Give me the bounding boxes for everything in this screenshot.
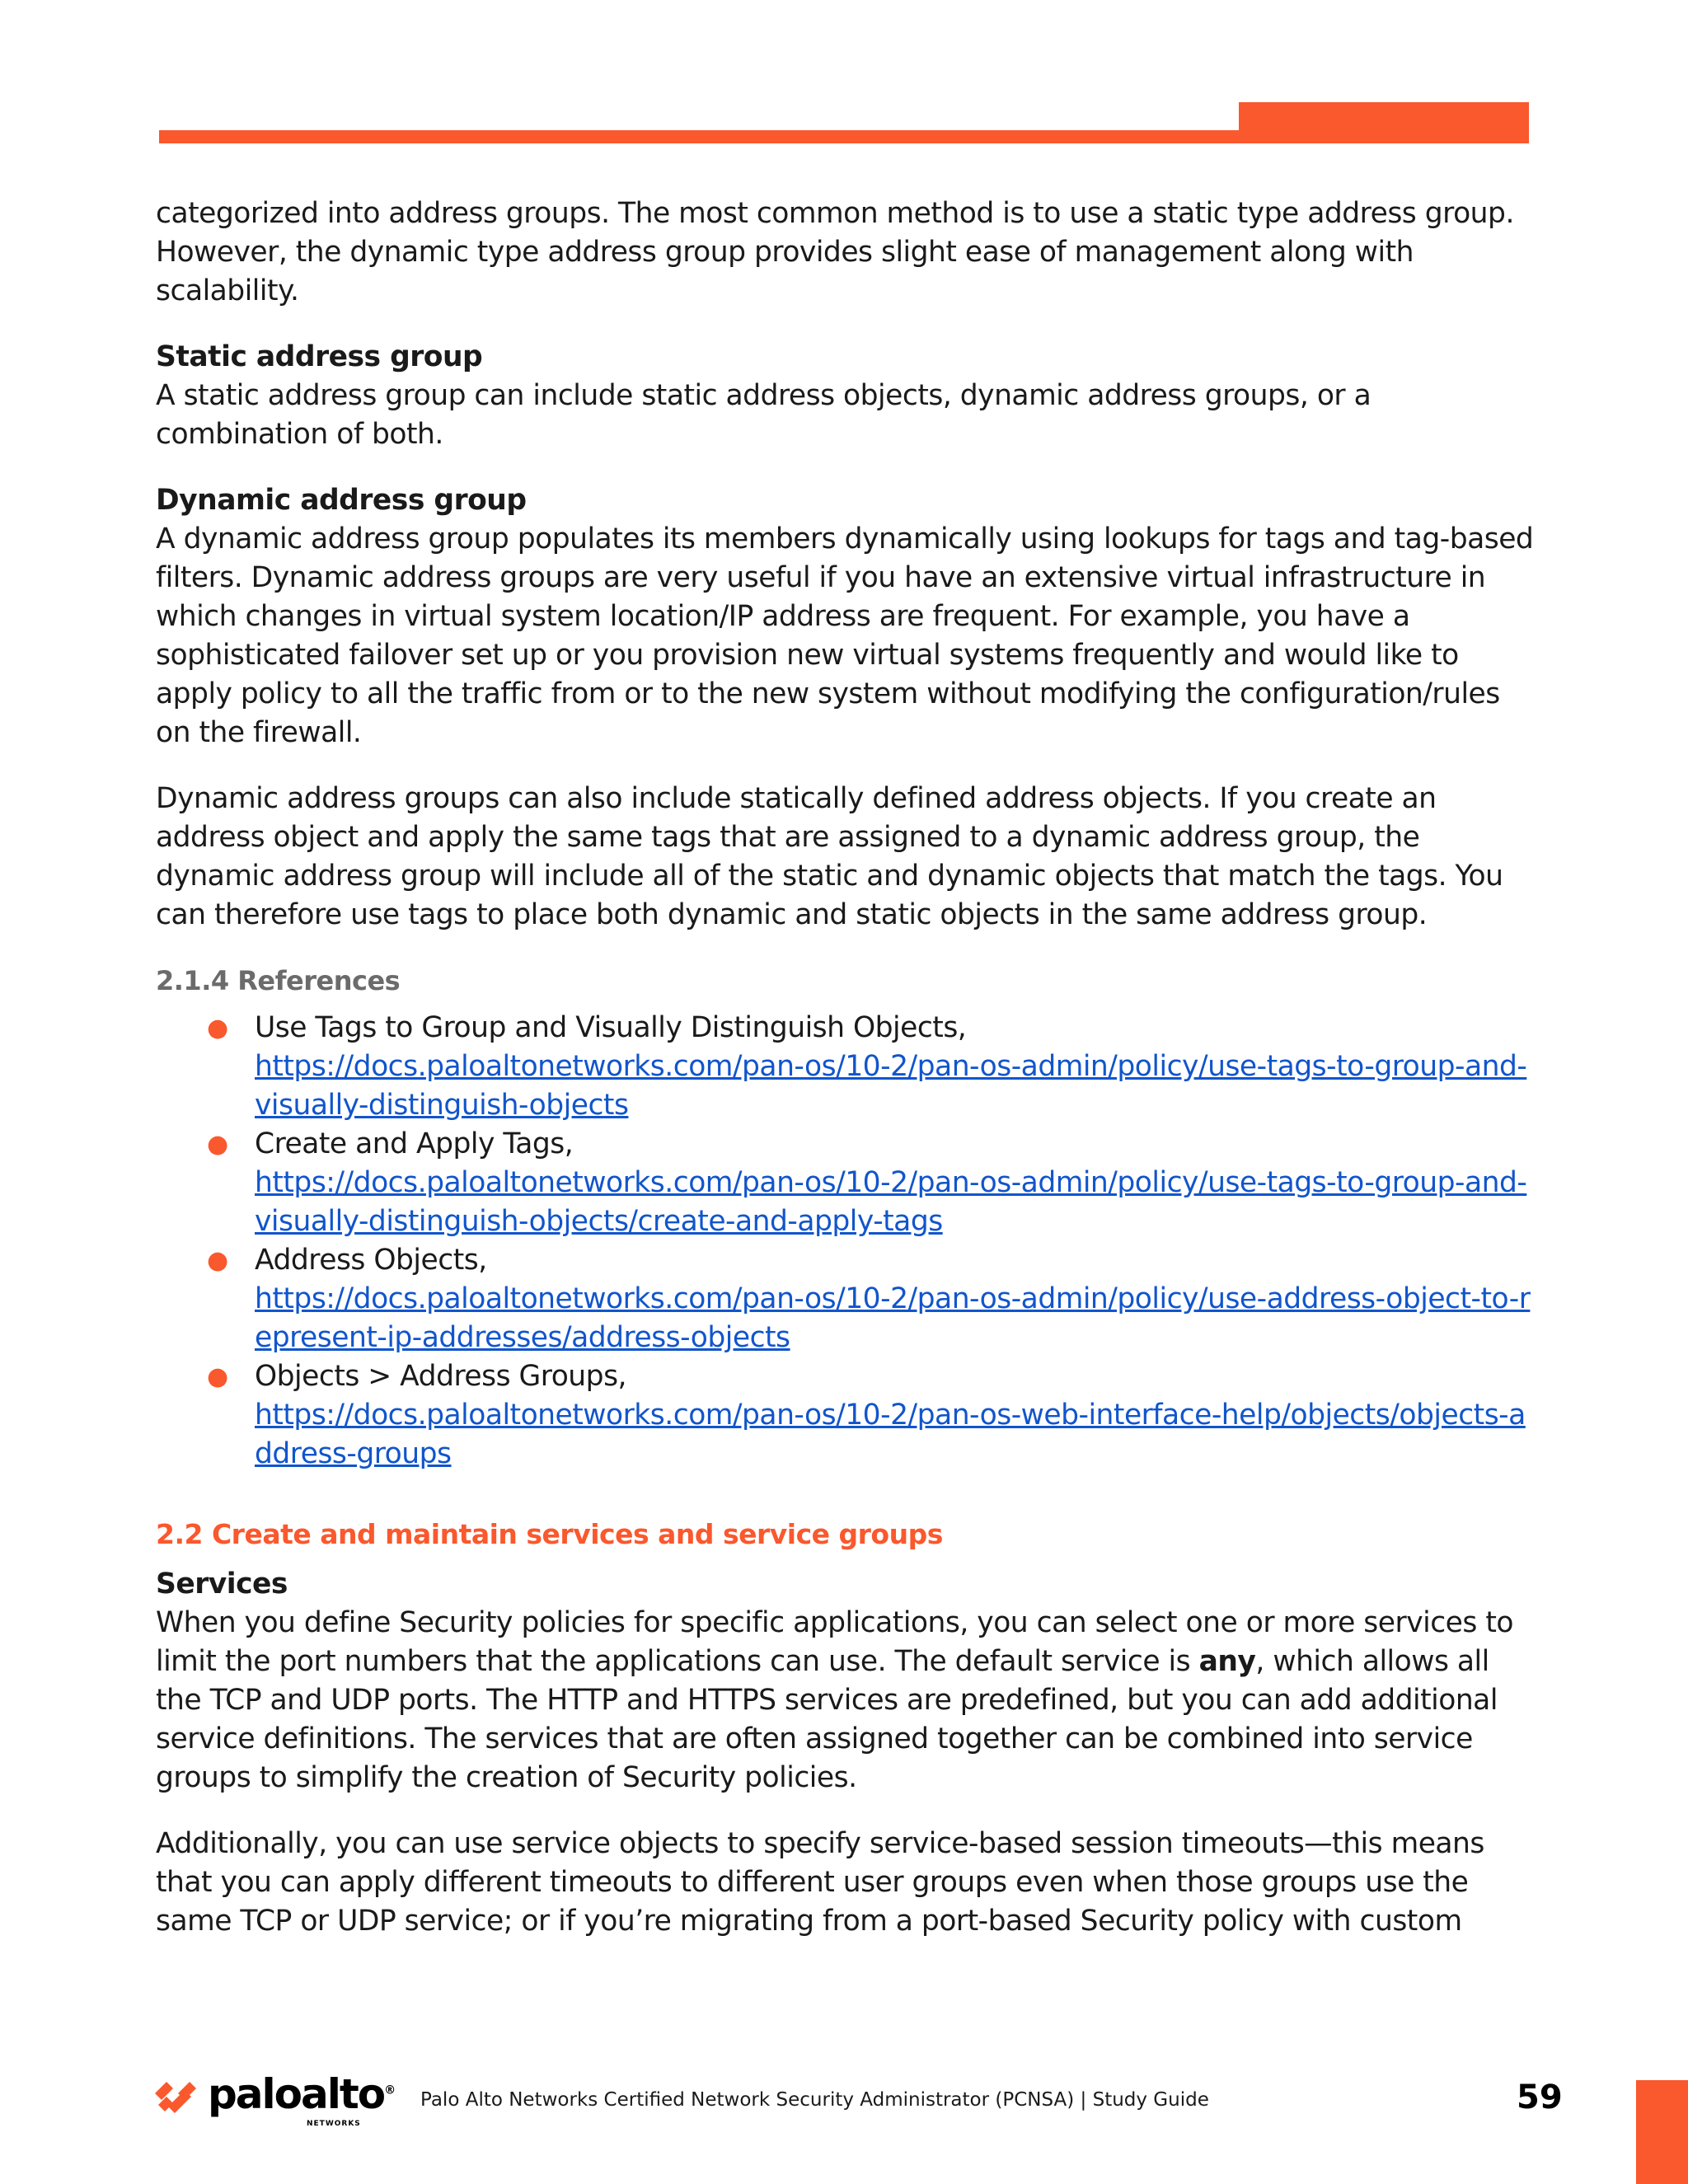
services-paragraph	[156, 1604, 1540, 1797]
services-heading: Services	[156, 1568, 288, 1601]
reference-label: Objects > Address Groups,	[255, 1360, 627, 1393]
footer-accent-bar	[1636, 2080, 1688, 2184]
paloalto-logo	[153, 2070, 395, 2133]
services-text-end: , which allows all the TCP and UDP ports. The HTTP and HTTPS services are predefined, but you can add additional service definitions. The services that are often assigned together can be combined into service groups to simplify the creation of Security policies.	[156, 1645, 1498, 1794]
header-accent-bar	[159, 130, 1239, 143]
reference-label: Address Objects,	[255, 1244, 487, 1277]
bullet-icon: ●	[207, 1362, 228, 1391]
paloalto-logo-icon	[153, 2077, 204, 2116]
static-group-section	[156, 338, 1540, 454]
dynamic-group-heading: Dynamic address group	[156, 484, 527, 517]
list-item	[156, 1009, 1540, 1125]
header-accent-block	[1239, 102, 1529, 143]
list-item	[156, 1241, 1540, 1357]
page-content	[156, 194, 1540, 1968]
dynamic-group-section	[156, 481, 1540, 935]
intro-paragraph: categorized into address groups. The most common method is to use a static type address group. However, the dynamic type address group provides slight ease of management along with scalability.	[156, 197, 1514, 307]
reference-link[interactable]: https://docs.paloaltonetworks.com/pan-os/10-2/pan-os-admin/policy/use-tags-to-group-and-visually-distinguish-objects/create-and-apply-tags	[255, 1166, 1527, 1238]
bullet-icon: ●	[207, 1246, 228, 1275]
references-list	[156, 1009, 1540, 1474]
bullet-icon: ●	[207, 1130, 228, 1159]
services-text-bold: any	[1198, 1645, 1256, 1678]
logo-wordmark: paloalto®	[208, 2070, 395, 2118]
services-text-start: When you define Security policies for specific applications, you can select one or more services to limit the port numbers that the applications can use. The default service is	[156, 1606, 1513, 1678]
section-heading: 2.2 Create and maintain services and service groups	[156, 1518, 943, 1550]
dynamic-group-paragraph-2: Dynamic address groups can also include statically defined address objects. If you create an address object and apply the same tags that are assigned to a dynamic address group, the dynamic address group will include all of the static and dynamic objects that match the tags. You can therefore use tags to place both dynamic and static objects in the same address group.	[156, 782, 1503, 931]
list-item	[156, 1125, 1540, 1241]
additional-paragraph: Additionally, you can use service objects to specify service-based session timeouts—this means that you can apply different timeouts to different user groups even when those groups use the same TCP or UDP service; or if you’re migrating from a port-based Security policy with custom	[156, 1827, 1484, 1938]
reference-link[interactable]: https://docs.paloaltonetworks.com/pan-os/10-2/pan-os-admin/policy/use-address-object-to-represent-ip-addresses/address-objects	[255, 1282, 1531, 1354]
logo-subtitle: NETWORKS	[307, 2120, 361, 2128]
reference-label: Create and Apply Tags,	[255, 1127, 574, 1160]
static-group-heading: Static address group	[156, 340, 483, 373]
page-number: 59	[1517, 2079, 1563, 2116]
dynamic-group-paragraph: A dynamic address group populates its members dynamically using lookups for tags and tag-based filters. Dynamic address groups are very useful if you have an extensive virtual infrastructure in which changes in virtual system location/IP address are frequent. For example, you have a sophisticated failover set up or you provision new virtual systems frequently and would like to apply policy to all the traffic from or to the new system without modifying the configuration/rules on the firewall.	[156, 523, 1534, 749]
reference-link[interactable]: https://docs.paloaltonetworks.com/pan-os/10-2/pan-os-web-interface-help/objects/objects-address-groups	[255, 1399, 1526, 1470]
reference-label: Use Tags to Group and Visually Distinguish Objects,	[255, 1011, 967, 1044]
static-group-paragraph: A static address group can include static address objects, dynamic address groups, or a combination of both.	[156, 379, 1372, 451]
references-heading: 2.1.4 References	[156, 965, 401, 996]
list-item	[156, 1357, 1540, 1474]
logo-registered-mark: ®	[384, 2083, 395, 2097]
reference-link[interactable]: https://docs.paloaltonetworks.com/pan-os/10-2/pan-os-admin/policy/use-tags-to-group-and-visually-distinguish-objects	[255, 1050, 1527, 1122]
footer-guide-title: Palo Alto Networks Certified Network Security Administrator (PCNSA) | Study Guide	[420, 2089, 1209, 2111]
bullet-icon: ●	[207, 1014, 228, 1043]
